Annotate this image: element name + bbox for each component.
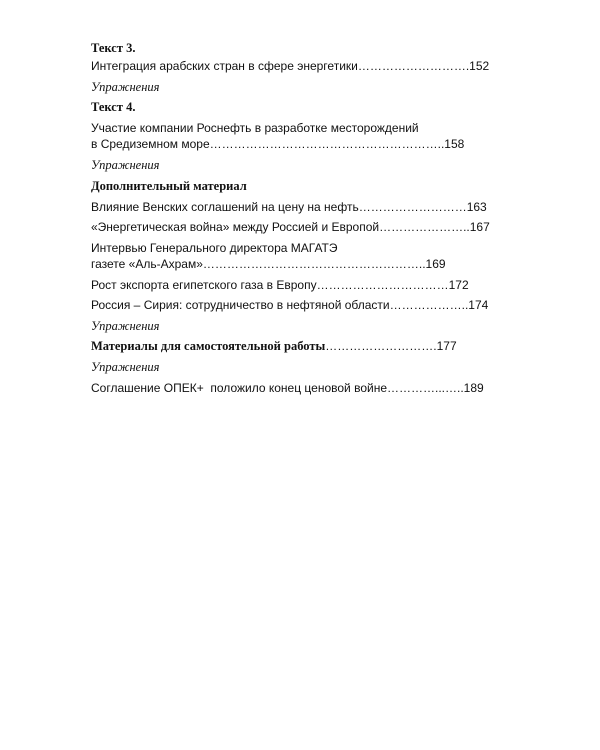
toc-entry-iaea-interview-line2: газете «Аль-Ахрам»………………………………………………..169: [91, 257, 446, 271]
toc-entry-egypt-gas: Рост экспорта египетского газа в Европу……………………………172: [91, 278, 469, 292]
self-study-entry: [91, 338, 457, 354]
toc-entry-russia-syria: Россия – Сирия: сотрудничество в нефтяной области………………..174: [91, 298, 489, 312]
self-study-exercises: Упражнения: [91, 360, 160, 374]
toc-entry-vienna-agreements: Влияние Венских соглашений на цену на нефть………………………163: [91, 200, 487, 214]
extra-material-exercises: Упражнения: [91, 319, 160, 333]
toc-entry-rosneft-line1: Участие компании Роснефть в разработке месторождений: [91, 121, 419, 135]
text3-exercises: Упражнения: [91, 80, 160, 94]
text4-exercises: Упражнения: [91, 158, 160, 172]
toc-entry-iaea-interview-line1: Интервью Генерального директора МАГАТЭ: [91, 241, 338, 255]
extra-material-heading: Дополнительный материал: [91, 179, 247, 193]
text4-heading: Текст 4.: [91, 100, 136, 114]
toc-entry-rosneft-line2: в Средиземном море…………………………………………………..158: [91, 137, 465, 151]
self-study-heading: Материалы для самостоятельной работы: [91, 339, 326, 353]
toc-entry-energy-war: «Энергетическая война» между Россией и Европой…………………..167: [91, 220, 490, 234]
toc-entry-opec-agreement: Соглашение ОПЕК+ положило конец ценовой войне…………...…..189: [91, 381, 484, 395]
text3-heading: Текст 3.: [91, 41, 136, 55]
self-study-page-ref: ……………………….177: [325, 339, 457, 353]
toc-entry-arab-integration: Интеграция арабских стран в сфере энергетики……………………….152: [91, 59, 490, 73]
